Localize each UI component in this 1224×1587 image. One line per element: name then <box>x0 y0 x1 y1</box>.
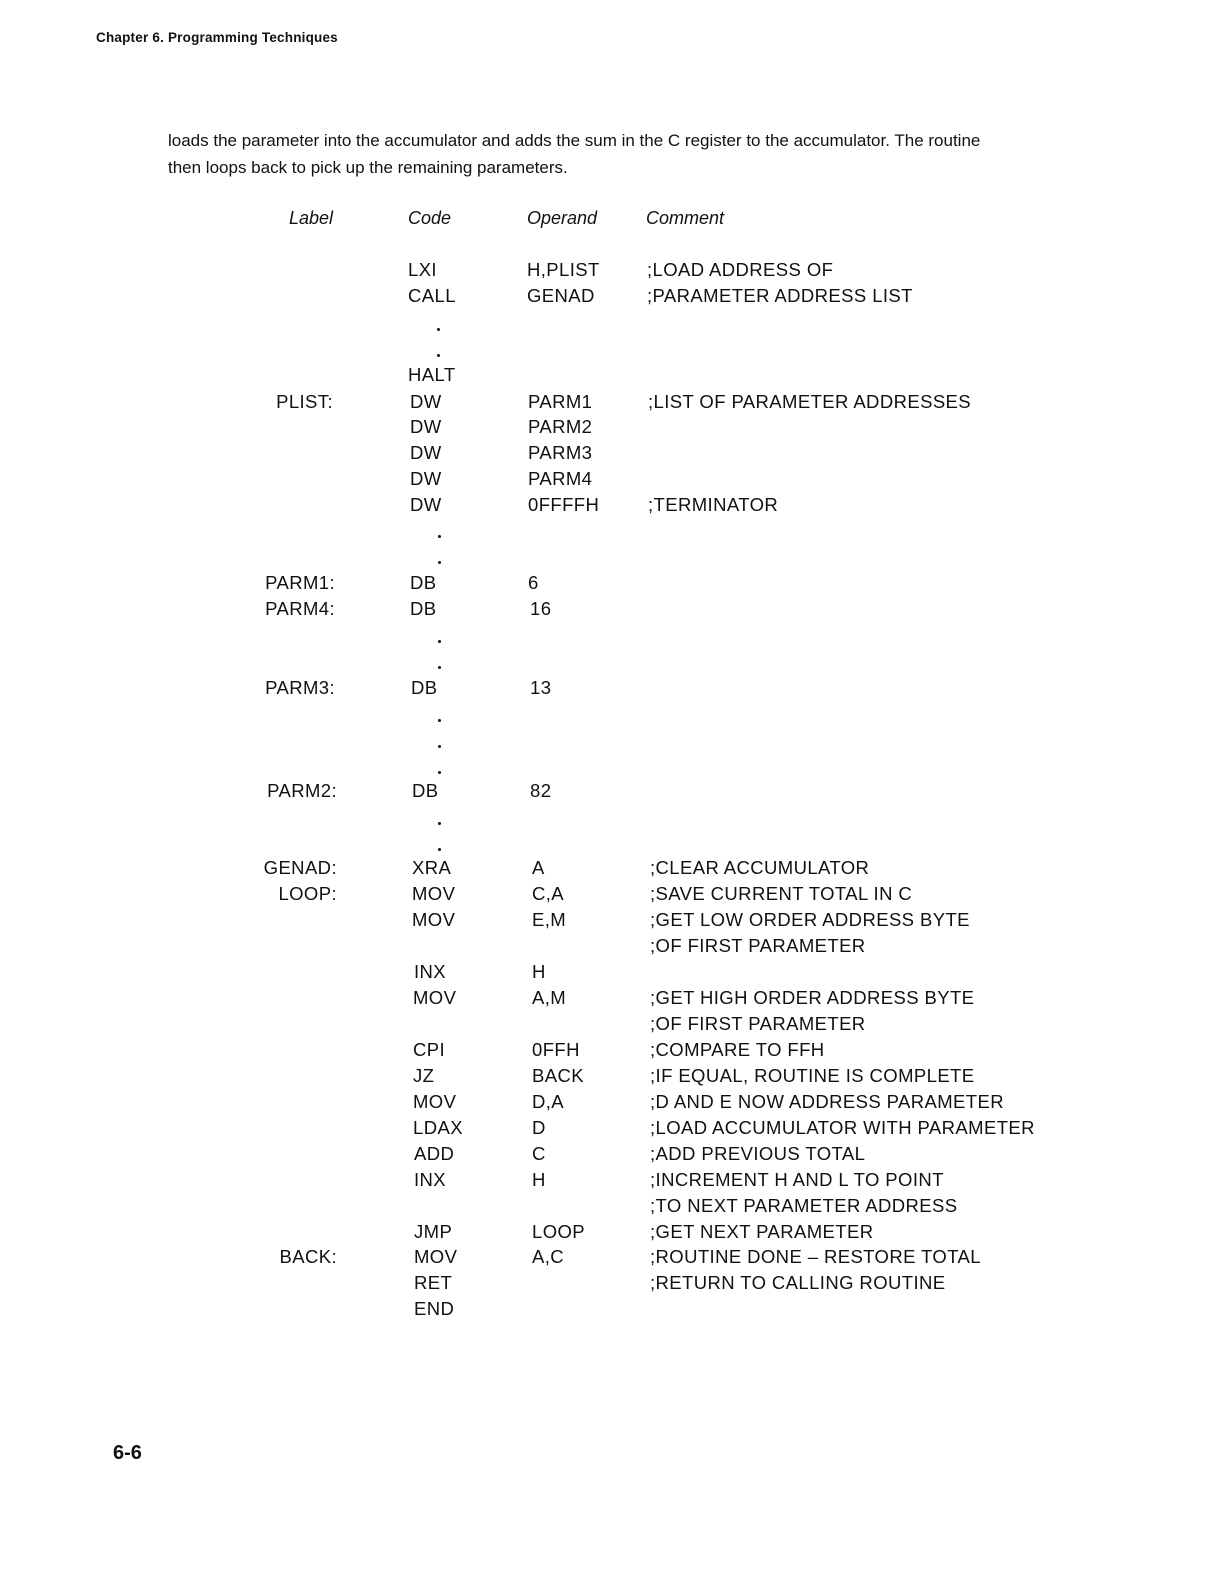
code-line <box>0 1221 1224 1247</box>
code-mnemonic: JMP <box>414 1221 453 1242</box>
ellipsis-dot <box>438 666 441 669</box>
code-line <box>0 1117 1224 1143</box>
code-comment: ;ROUTINE DONE – RESTORE TOTAL <box>650 1246 981 1267</box>
code-line <box>0 883 1224 909</box>
ellipsis-dot <box>438 771 441 774</box>
code-label: PARM4: <box>265 598 335 619</box>
code-line <box>0 1169 1224 1195</box>
code-operand: 0FFH <box>532 1039 580 1060</box>
code-operand: D,A <box>532 1091 565 1112</box>
code-operand: BACK <box>532 1065 584 1086</box>
code-line <box>0 677 1224 703</box>
code-operand: PARM1 <box>528 391 593 412</box>
code-comment: ;LOAD ACCUMULATOR WITH PARAMETER <box>650 1117 1035 1138</box>
code-mnemonic: MOV <box>412 883 456 904</box>
code-line <box>0 259 1224 285</box>
code-line <box>0 1272 1224 1298</box>
code-operand: LOOP <box>532 1221 586 1242</box>
page-number: 6-6 <box>113 1442 142 1464</box>
code-mnemonic: ADD <box>414 1143 455 1164</box>
code-mnemonic: DB <box>411 677 438 698</box>
code-comment: ;OF FIRST PARAMETER <box>650 1013 866 1034</box>
code-comment: ;PARAMETER ADDRESS LIST <box>647 285 913 306</box>
code-comment: ;CLEAR ACCUMULATOR <box>650 857 870 878</box>
ellipsis-dot <box>438 640 441 643</box>
code-operand: 82 <box>530 780 552 801</box>
code-line <box>0 987 1224 1013</box>
code-operand: H,PLIST <box>527 259 600 280</box>
code-mnemonic: RET <box>414 1272 453 1293</box>
code-line <box>0 391 1224 417</box>
code-line <box>0 1039 1224 1065</box>
intro-paragraph <box>168 127 1088 181</box>
code-mnemonic: END <box>414 1298 455 1319</box>
code-operand: PARM2 <box>528 416 593 437</box>
code-line <box>0 364 1224 390</box>
code-mnemonic: DW <box>410 391 442 412</box>
code-operand: GENAD <box>527 285 595 306</box>
code-operand: PARM4 <box>528 468 593 489</box>
code-operand: A,C <box>532 1246 565 1267</box>
code-operand: H <box>532 961 546 982</box>
code-line <box>0 285 1224 311</box>
ellipsis-dot <box>438 561 441 564</box>
code-operand: 6 <box>528 572 539 593</box>
ellipsis-dot <box>437 328 440 331</box>
code-label: PARM2: <box>267 780 337 801</box>
intro-line: loads the parameter into the accumulator and adds the sum in the C register to the accumulator. The routine <box>168 131 981 150</box>
code-label: BACK: <box>279 1246 337 1267</box>
code-mnemonic: MOV <box>413 1091 457 1112</box>
code-comment: ;INCREMENT H AND L TO POINT <box>650 1169 944 1190</box>
code-mnemonic: DW <box>410 442 442 463</box>
code-mnemonic: DW <box>410 416 442 437</box>
code-comment: ;TERMINATOR <box>648 494 779 515</box>
code-operand: E,M <box>532 909 567 930</box>
code-comment: ;D AND E NOW ADDRESS PARAMETER <box>650 1091 1004 1112</box>
ellipsis-dot <box>438 719 441 722</box>
code-comment: ;COMPARE TO FFH <box>650 1039 825 1060</box>
code-comment: ;GET LOW ORDER ADDRESS BYTE <box>650 909 970 930</box>
code-line <box>0 961 1224 987</box>
code-comment: ;GET NEXT PARAMETER <box>650 1221 874 1242</box>
code-line <box>0 1013 1224 1039</box>
code-line <box>0 598 1224 624</box>
code-mnemonic: MOV <box>412 909 456 930</box>
code-operand: PARM3 <box>528 442 593 463</box>
code-label: LOOP: <box>278 883 337 904</box>
code-comment: ;TO NEXT PARAMETER ADDRESS <box>650 1195 958 1216</box>
column-header-label: Label <box>289 208 334 228</box>
code-line <box>0 1065 1224 1091</box>
code-operand: D <box>532 1117 546 1138</box>
code-mnemonic: DB <box>412 780 439 801</box>
code-line <box>0 1195 1224 1221</box>
code-mnemonic: INX <box>414 961 447 982</box>
code-line <box>0 780 1224 806</box>
code-mnemonic: DW <box>410 468 442 489</box>
code-operand: A,M <box>532 987 567 1008</box>
code-mnemonic: LDAX <box>413 1117 463 1138</box>
code-label: PARM3: <box>265 677 335 698</box>
code-label: PARM1: <box>265 572 335 593</box>
intro-line: then loops back to pick up the remaining parameters. <box>168 158 568 177</box>
code-comment: ;LIST OF PARAMETER ADDRESSES <box>648 391 972 412</box>
code-mnemonic: CPI <box>413 1039 446 1060</box>
ellipsis-dot <box>438 848 441 851</box>
code-comment: ;OF FIRST PARAMETER <box>650 935 866 956</box>
ellipsis-dot <box>438 535 441 538</box>
code-label: GENAD: <box>263 857 337 878</box>
code-line <box>0 468 1224 494</box>
code-operand: C <box>532 1143 546 1164</box>
code-mnemonic: INX <box>414 1169 447 1190</box>
code-comment: ;LOAD ADDRESS OF <box>647 259 834 280</box>
ellipsis-dot <box>438 745 441 748</box>
code-comment: ;IF EQUAL, ROUTINE IS COMPLETE <box>650 1065 975 1086</box>
code-mnemonic: MOV <box>413 987 457 1008</box>
code-line <box>0 1143 1224 1169</box>
code-mnemonic: JZ <box>413 1065 435 1086</box>
code-mnemonic: HALT <box>408 364 456 385</box>
column-header-operand: Operand <box>527 208 598 228</box>
code-mnemonic: CALL <box>408 285 456 306</box>
code-line <box>0 572 1224 598</box>
code-line <box>0 1246 1224 1272</box>
code-line <box>0 494 1224 520</box>
code-mnemonic: XRA <box>412 857 452 878</box>
code-line <box>0 442 1224 468</box>
code-operand: 13 <box>530 677 552 698</box>
code-mnemonic: LXI <box>408 259 437 280</box>
column-header-code: Code <box>408 208 452 228</box>
code-operand: 16 <box>530 598 552 619</box>
code-operand: 0FFFFH <box>528 494 600 515</box>
code-mnemonic: DB <box>410 572 437 593</box>
code-line <box>0 1091 1224 1117</box>
code-mnemonic: DW <box>410 494 442 515</box>
code-mnemonic: MOV <box>414 1246 458 1267</box>
code-comment: ;ADD PREVIOUS TOTAL <box>650 1143 866 1164</box>
code-mnemonic: DB <box>410 598 437 619</box>
code-line <box>0 1298 1224 1324</box>
code-line <box>0 909 1224 935</box>
code-line <box>0 416 1224 442</box>
code-comment: ;SAVE CURRENT TOTAL IN C <box>650 883 913 904</box>
code-comment: ;RETURN TO CALLING ROUTINE <box>650 1272 946 1293</box>
code-comment: ;GET HIGH ORDER ADDRESS BYTE <box>650 987 975 1008</box>
code-line <box>0 857 1224 883</box>
ellipsis-dot <box>438 822 441 825</box>
code-operand: C,A <box>532 883 565 904</box>
code-operand: A <box>532 857 545 878</box>
code-operand: H <box>532 1169 546 1190</box>
ellipsis-dot <box>437 354 440 357</box>
running-header: Chapter 6. Programming Techniques <box>96 30 338 45</box>
code-line <box>0 935 1224 961</box>
column-header-comment: Comment <box>646 208 725 228</box>
code-label: PLIST: <box>276 391 333 412</box>
